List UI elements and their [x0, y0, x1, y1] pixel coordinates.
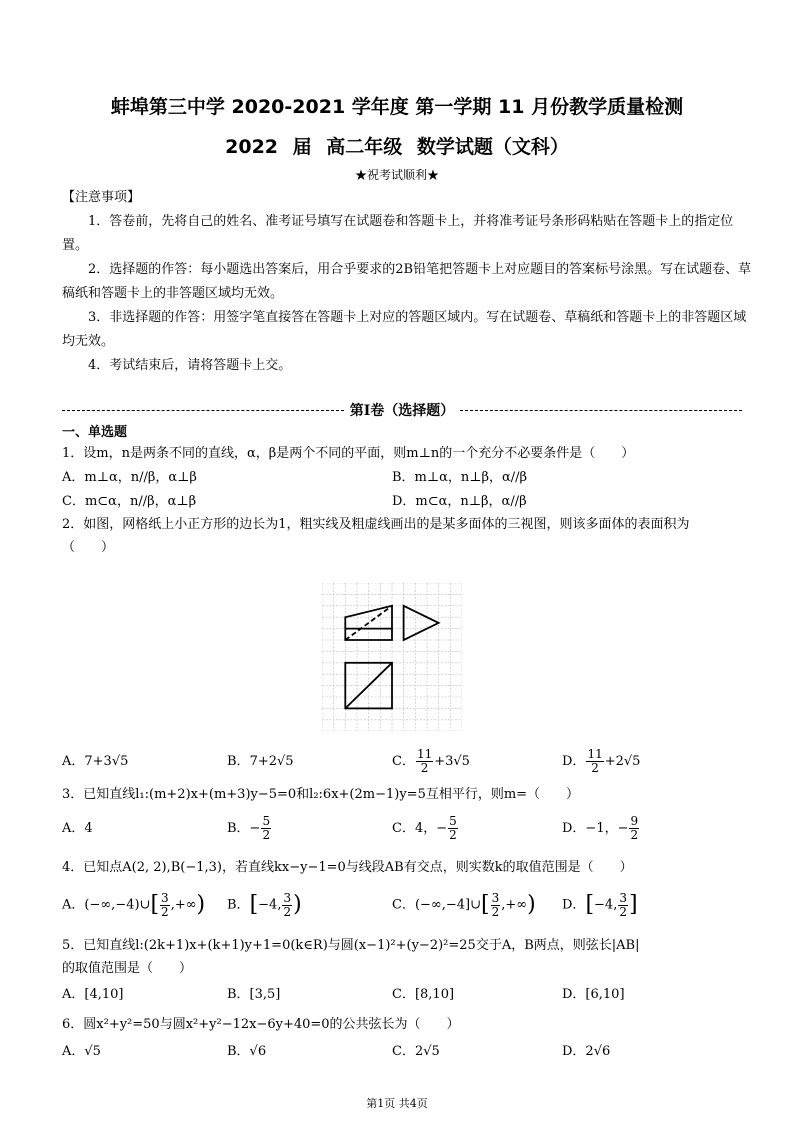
q2-option-d-denominator: 2: [591, 761, 599, 775]
q4-option-c-post: ,+∞: [501, 897, 528, 913]
three-view-figure: [322, 583, 462, 731]
q3-option-d: [562, 814, 640, 844]
q2-option-d-rest: +2√5: [604, 754, 641, 769]
q4-options-row: [62, 888, 752, 922]
q4-option-d-numerator: 3: [619, 890, 627, 905]
q2-option-c-numerator: 11: [416, 747, 433, 761]
q2-option-b-value: 7+2√5: [249, 754, 294, 769]
q3-option-c-fraction: [448, 815, 458, 842]
q3-option-d-label: D．−1，−: [562, 821, 629, 836]
note-item-4: 4．考试结束后，请将答题卡上交。: [88, 358, 292, 373]
q4-option-d-close-bracket: ]: [628, 892, 638, 917]
q4-option-d-denominator: 2: [619, 904, 627, 919]
q4-option-a-numerator: 3: [161, 890, 169, 905]
q3-option-b-denominator: 2: [262, 828, 271, 842]
q4-option-c: [392, 888, 536, 923]
q2-option-d-label: D．: [562, 754, 586, 769]
q2-option-d: [562, 748, 640, 776]
q1-option-b: B．m⊥α，n⊥β，α//β: [392, 470, 528, 485]
notes-heading: 【注意事项】: [62, 190, 141, 205]
q1-stem: 1．设m，n是两条不同的直线，α，β是两个不同的平面，则m⊥n的一个充分不必要条件是（ ）: [62, 446, 635, 461]
q4-option-a-fraction: [160, 892, 170, 919]
q2-option-b-label: B．: [227, 754, 250, 769]
q4-option-d-label: D．: [562, 897, 586, 913]
q4-option-c-denominator: 2: [491, 904, 500, 919]
q4-option-d-fraction: [618, 892, 628, 919]
q4-option-c-label: C．(−∞,−4]∪: [392, 897, 482, 913]
q4-option-b-open-bracket: [: [249, 892, 259, 917]
note-item-1: 1．答卷前，先将自己的姓名、准考证号填写在试题卷和答题卡上，并将准考证号条形码粘贴在答题卡上的指定位置。: [62, 214, 734, 253]
q4-option-b-mid: −4,: [258, 897, 282, 913]
q3-option-b-label: B．−: [227, 821, 261, 836]
q4-option-b: [227, 888, 302, 923]
q3-option-b: [227, 814, 272, 844]
q3-option-a: A．4: [62, 821, 93, 836]
q6-option-b: B．√6: [227, 1044, 267, 1059]
q3-option-c-denominator: 2: [449, 828, 457, 842]
q4-option-b-denominator: 2: [283, 904, 292, 919]
q4-option-a-open-bracket: [: [150, 892, 160, 917]
q4-option-a-post: ,+∞: [170, 897, 197, 913]
side-view: [404, 606, 439, 640]
q4-option-c-open-bracket: [: [481, 892, 490, 917]
good-luck-line: ★祝考试顺利★: [354, 168, 439, 182]
q2-paren: （ ）: [62, 540, 115, 555]
q4-option-a-close-paren: ): [196, 892, 206, 917]
page-footer: 第1页 共4页: [366, 1097, 428, 1110]
front-view: [345, 606, 392, 640]
q4-option-b-label: B．: [227, 897, 250, 913]
q4-option-b-close-paren: ): [293, 892, 302, 917]
q6-stem: 6．圆x²+y²=50与圆x²+y²−12x−6y+40=0的公共弦长为（ ）: [62, 1017, 460, 1032]
q4-option-a-denominator: 2: [161, 904, 169, 919]
q2-option-a-label: A．: [62, 754, 85, 769]
notes-section: [62, 186, 752, 378]
q3-stem: 3．已知直线l₁:(m+2)x+(m+3)y−5=0和l₂:6x+(2m−1)y=5互相平行，则m=（ ）: [62, 787, 580, 802]
q3-option-c-numerator: 5: [449, 814, 457, 828]
note-item-2: 2．选择题的作答：每小题选出答案后，用合乎要求的2B铅笔把答题卡上对应题目的答案标号涂黑。写在试题卷、草稿纸和答题卡上的非答题区域均无效。: [62, 262, 752, 301]
q3-option-b-numerator: 5: [262, 814, 271, 828]
q5-stem-line-1: 5．已知直线l:(2k+1)x+(k+1)y+1=0(k∈R)与圆(x−1)²+(y−2)²=25交于A，B两点，则弦长|AB|: [62, 938, 640, 953]
top-view: [345, 663, 392, 709]
q5-option-a: A．[4,10]: [62, 987, 124, 1002]
q3-option-c-label: C．4，−: [392, 821, 448, 836]
q1-option-c: C．m⊂α，n//β，α⊥β: [62, 494, 197, 509]
exam-title: 蚌埠第三中学 2020-2021 学年度 第一学期 11 月份教学质量检测: [110, 96, 684, 118]
q2-option-d-fraction: [586, 748, 603, 775]
q4-option-c-close-paren: ): [527, 892, 536, 917]
note-item-3: 3．非选择题的作答：用签字笔直接答在答题卡上对应的答题区域内。写在试题卷、草稿纸和答题卡上的非答题区域均无效。: [62, 310, 747, 349]
q4-option-d-open-bracket: [: [585, 892, 595, 917]
q3-option-b-fraction: [261, 815, 271, 842]
q4-option-b-fraction: [282, 892, 292, 919]
q4-option-d-mid: −4,: [594, 897, 618, 913]
section-label: 第Ⅰ卷（选择题）: [349, 403, 455, 419]
q4-option-d: [562, 888, 638, 923]
q2-options-row: [62, 748, 752, 776]
q2-option-c-label: C．: [392, 754, 415, 769]
q1-option-d: D．m⊂α，n⊥β，α//β: [392, 494, 527, 509]
q2-option-d-numerator: 11: [587, 747, 603, 761]
q5-option-c: C．[8,10]: [392, 987, 455, 1002]
q4-option-b-numerator: 3: [283, 890, 292, 905]
q4-option-a: [62, 888, 205, 923]
q6-option-a: A．√5: [62, 1044, 101, 1059]
q5-option-b: B．[3,5]: [227, 987, 281, 1002]
q2-option-a-value: 7+3√5: [84, 754, 129, 769]
q6-option-d: D．2√6: [562, 1044, 611, 1059]
q3-option-d-fraction: [629, 815, 639, 842]
q4-option-a-label: A．(−∞,−4)∪: [62, 897, 151, 913]
divider-line-left: [62, 410, 344, 411]
q3-option-c: [392, 814, 459, 844]
section-heading: 一、单选题: [62, 425, 128, 440]
q4-stem: 4．已知点A(2, 2),B(−1,3)，若直线kx−y−1=0与线段AB有交点，则实数k的取值范围是（ ）: [62, 860, 633, 875]
q5-stem-line-2: 的取值范围是（ ）: [62, 961, 193, 976]
q2-option-b: [227, 748, 294, 776]
divider-line-right: [460, 410, 742, 411]
q5-option-d: D．[6,10]: [562, 987, 625, 1002]
q2-option-c-fraction: [416, 748, 433, 775]
section-divider: [62, 400, 742, 420]
q1-option-a: A．m⊥α，n//β，α⊥β: [62, 470, 197, 485]
q2-option-c-rest: +3√5: [434, 754, 470, 769]
q2-stem: 2．如图，网格纸上小正方形的边长为1，粗实线及粗虚线画出的是某多面体的三视图，则该多面体的表面积为: [62, 517, 690, 532]
q3-option-d-denominator: 2: [630, 828, 639, 842]
q3-option-d-numerator: 9: [630, 814, 639, 828]
q4-option-c-fraction: [491, 892, 501, 919]
q3-options-row: [62, 814, 752, 844]
q2-option-a: [62, 748, 128, 776]
q4-option-c-numerator: 3: [491, 890, 500, 905]
exam-subtitle: 2022 届 高二年级 数学试题（文科）: [225, 136, 569, 158]
q2-option-c-denominator: 2: [420, 761, 429, 775]
q2-option-c: [392, 748, 470, 776]
q6-option-c: C．2√5: [392, 1044, 440, 1059]
